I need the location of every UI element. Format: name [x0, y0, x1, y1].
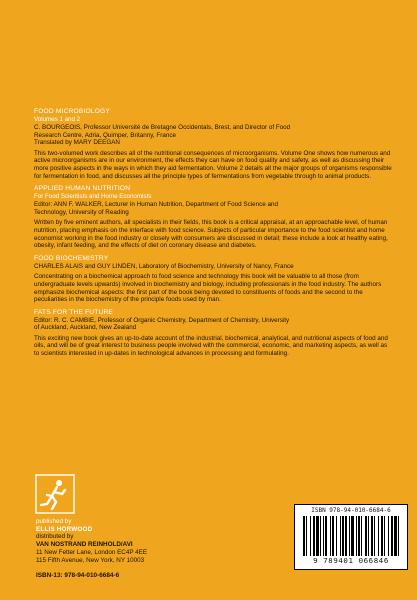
book-title: FOOD MICROBIOLOGY	[34, 108, 110, 115]
book-description: Written by five eminent authors, all specialists in their fields, this book is a critical appraisal, at an approachable level, of human nutrition, placing emphasis on the interface with food science. Subjects of particular importance to the food scientist and home economist working in the food industry or closely with consumers are discussed in detail; these include a look at healthy eating, obesity, infant feeding, and the effects of diet on coronary disease and diabetes.	[34, 219, 388, 250]
distributor-address-london: 11 New Fetter Lane, London EC4P 4EE	[36, 549, 148, 556]
book-author-line: Technology, University of Reading	[34, 208, 129, 216]
book-translator-line: Translated by MARY DEEGAN	[34, 139, 120, 147]
book-entry-food-biochemistry	[34, 255, 394, 304]
book-title: FATS FOR THE FUTURE	[34, 308, 114, 316]
publisher-name: ELLIS HORWOOD	[36, 526, 93, 533]
book-author-line: Research Centre, Adria, Quimper, Britanny, France	[34, 131, 176, 139]
book-listings	[34, 108, 394, 363]
distributed-by-label: distributed by	[36, 533, 74, 540]
running-figure-logo-icon	[35, 474, 75, 514]
distributor-block	[36, 533, 147, 565]
book-author-line: Editor: ANN F. WALKER, Lecturer in Human Nutrition, Department of Food Science and	[34, 201, 279, 209]
book-description: Concentrating on a biochemical approach to food science and technology this book will be valuable to all those (from undergraduate levels upwards) involved in biochemistry and biology, including professionals in the food industry. The authors emphasize biochemical aspects: the first part of the book being devoted to constituents of foods and the second to the peculiarities in the biochemistry of the principle foods used by man.	[34, 273, 382, 304]
book-entry-fats-for-the-future	[34, 309, 394, 358]
publisher-block	[36, 518, 92, 534]
book-author-line: CHARLES ALAIS and GUY LINDEN, Laboratory of Biochemistry, University of Nancy, France	[34, 262, 294, 270]
barcode-number: 9 789401 066846	[313, 556, 389, 565]
book-subtitle: For Food Scientists and Home Economists	[34, 193, 152, 201]
book-subtitle: Volumes 1 and 2	[34, 116, 81, 123]
book-author-line: C. BOURGEOIS, Professor Université de Bretagne Occidentals, Brest, and Director of Food	[34, 124, 291, 131]
book-description: This two-volumed work describes all of the nutritional consequences of microorganisms. Volume One shows how numerous and active microorganisms are in our environment, the effects they can have on food quality and safety, as well as discussing their more positive aspects in the ways in which they aid fermentation. Volume 2 details all the major groups of organisms responsible for fermentation in food, and discusses all the principle types of fermentations from vegetable through to animal products.	[34, 149, 392, 180]
distributor-address-new-york: 115 Fifth Avenue, New York, NY 10003	[36, 557, 145, 564]
book-title: FOOD BIOCHEMISTRY	[34, 254, 109, 262]
book-entry-applied-human-nutrition	[34, 185, 394, 250]
book-title: APPLIED HUMAN NUTRITION	[34, 185, 131, 193]
book-author-line: of Auckland, Auckland, New Zealand	[34, 324, 137, 332]
published-by-label: published by	[36, 518, 72, 525]
distributor-name: VAN NOSTRAND REINHOLD/AVI	[36, 541, 133, 548]
isbn-13-line: ISBN-13: 978-94-010-6684-6	[36, 572, 120, 579]
barcode-isbn-text: ISBN 978-94-010-6684-6	[311, 507, 391, 514]
book-description: This exciting new book gives an up-to-date account of the industrial, biochemical, analytical, and nutritional aspects of food and oils, and will be of great interest to business people involved with the commercial, economic, and marketing aspects, as well as to scientists interested in up-dates in technological advances in processing and formulating.	[34, 334, 388, 358]
barcode-panel	[294, 504, 408, 570]
book-entry-food-microbiology	[34, 108, 394, 180]
book-author-line: Editor: R. C. CAMBIE, Professor of Organic Chemistry, Department of Chemistry, University	[34, 316, 290, 324]
barcode-bars	[303, 516, 399, 556]
